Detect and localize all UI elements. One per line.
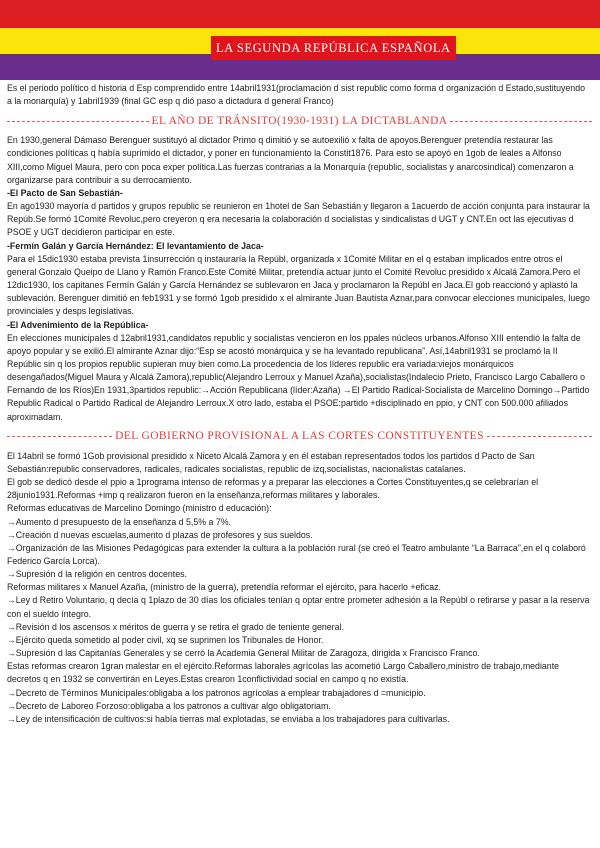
subheading: -El Pacto de San Sebastián- xyxy=(7,187,123,198)
list-item: →Supresión d las Capitanías Generales y se cerró la Academia General Militar de Zaragoza, dirigida x Francisco Franco. xyxy=(7,648,480,659)
paragraph: Estas reformas crearon 1gran malestar en el ejército.Reformas laborales agrícolas las acometió Largo Caballero,ministro de trabajo,mediante decretos q en 1932 se convertirán en Leyes.Estas crearon 1conflictividad social en campo q no existía. xyxy=(7,661,560,685)
list-item: →Revisión d los ascensos x méritos de guerra y se retira el grado de teniente general. xyxy=(7,621,344,632)
list-item: →Aumento d presupuesto de la enseñanza d 5,5% a 7%. xyxy=(7,516,231,527)
paragraph: En elecciones municipales d 12abril1931,candidatos republic y socialistas vencieron en los ppales núcleos urbanos.Alfonso XIII entendió la falta de apoyo popular y se exilió.El almirante Aznar dijo:“Esp se acostó monárquica y se ha levantado republicana”. Así,14abril1931 se proclamó la II Repúblic sin q los propios republic supieran muy bien como.La procedencia de los líderes republic era variada:viejos monárquicos desengañados(Miguel Maura y Alcalá Zamora),republic(Alejandro Lerroux y Manuel Azaña),socialistas(Indalecio Prieto, Francisco Largo Caballero o Fernando de los Ríos)En 1931,3partidos republic:→Acción Republicana (líder:Azaña) →El Partido Radical-Socialista de Marcelino Domingo→Partido Republic Radical o Partido Radical de Alejandro Lerroux.X otro lado, estaba el PSOE:partido +disciplinado en ppio, y CNT con 500.000 afiliados aproximadam. xyxy=(7,332,590,422)
heading-dash-right xyxy=(450,121,592,122)
section-heading-label: EL AÑO DE TRÁNSITO(1930-1931) LA DICTABLANDA xyxy=(151,114,448,127)
section-heading-1 xyxy=(7,110,592,132)
list-item: →Decreto de Términos Municipales:obligaba a los patronos agrícolas a emplear trabajadores d =municipio. xyxy=(7,687,426,698)
heading-dash-right xyxy=(487,436,592,437)
paragraph: Para el 15dic1930 estaba prevista 1insurrección q instauraría la Repúbl, organizada x 1Comité Militar en el q estaban implicados entre otros el general Gonzalo Queipo de Llano y Ramón Franco.Este Comité Militar, pretendía actuar junto el Comité Revoluc presidido x Alcalá Zamora.Pero el 12dic1930, los capitanes Fermín Galán y García Hernández se sublevaron en Jaca y proclamaron la Repúbl en Jaca.El gob reaccionó y aplastó la sublevación. Berenguer dimitió en feb1931 y se formó 1gob presidido x el almirante Juan Bautista Aznar,para convocar elecciones municipales, luego provinciales y desps legislativas. xyxy=(7,253,590,317)
paragraph: Reformas educativas de Marcelino Domingo (ministro d educación): xyxy=(7,503,272,514)
section-heading-label: DEL GOBIERNO PROVISIONAL A LAS CORTES CONSTITUYENTES xyxy=(115,430,484,443)
page-title: LA SEGUNDA REPÚBLICA ESPAÑOLA xyxy=(211,36,456,60)
heading-dash-left xyxy=(7,121,149,122)
list-item: →Ejército queda sometido al poder civil, xq se suprimen los Tribunales de Honor. xyxy=(7,634,324,645)
flag-banner xyxy=(0,0,600,80)
paragraph: En 1930,general Dámaso Berenguer sustituyó al dictador Primo q dimitió y se autoexilió x falta de apoyos.Berenguer pretendía restaurar las condiciones políticas q había suprimido el dictador, y poner en funcionamiento la Constit1876. Para esto se apoyó en 1gob de leales a Alfonso XIII,como Miguel Maura, pero con poca exper política.Las fuerzas contrarias a la Monarquía (republic, socialistas y anarcosindical) comenzaron a organizarse para contribuir a su derrocamiento. xyxy=(7,135,574,185)
list-item: →Ley d Retiro Voluntario, q decía q 1plazo de 30 días los oficiales tenían q optar entre prometer adhesión a la Repúbl o retirarse y pasar a la reserva con el sueldo íntegro. xyxy=(7,595,590,619)
paragraph: En ago1930 mayoría d partidos y grupos republic se reunieron en 1hotel de San Sebastián y llegaron a 1acuerdo de acción conjunta para instaurar la Repúb.Se formó 1Comité Revoluc,pero creyeron q era necesaria la colaboración d socialistas y sindicalistas d UGT y CNT.En oct las ejecutivas d PSOE y UGT decidieron participar en este. xyxy=(7,201,590,238)
paragraph: El gob se dedicó desde el ppio a 1programa intenso de reformas y a preparar las elecciones a Cortes Constituyentes,q se celebrarían el 28junio1931.Reformas +imp q realizaron fueron en la enseñanza,reformas militares y laborales. xyxy=(7,477,539,501)
paragraph: Reformas militares x Manuel Azaña, (ministro de la guerra), pretendía reformar el ejército, para hacerlo +eficaz. xyxy=(7,582,441,593)
list-item: →Ley de intensificación de cultivos:si había tierras mal explotadas, se enviaba a los trabajadores para cultivarlas. xyxy=(7,713,450,724)
document-body xyxy=(0,80,600,726)
list-item: →Creación d nuevas escuelas,aumento d plazas de profesores y sus sueldos. xyxy=(7,529,313,540)
subheading: -Fermín Galán y García Hernández: El levantamiento de Jaca- xyxy=(7,240,264,251)
flag-stripe-red xyxy=(0,0,600,28)
list-item: →Organización de las Misiones Pedagógicas para extender la cultura a la población rural (se creó el Teatro ambulante “La Barraca”,en el q colaboró Federico García Lorca). xyxy=(7,542,586,566)
paragraph: El 14abril se formó 1Gob provisional presidido x Niceto Alcalá Zamora y en él estaban representados todos los partidos d Pacto de San Sebastián:republic conservadores, radicales, radicales socialistas, republic de izq,socialistas, nacionalistas catalanes. xyxy=(7,450,535,474)
list-item: →Supresión d la religión en centros docentes. xyxy=(7,569,187,580)
subheading: -El Advenimiento de la República- xyxy=(7,319,149,330)
heading-dash-left xyxy=(7,436,112,437)
section-heading-2 xyxy=(7,426,592,448)
list-item: →Decreto de Laboreo Forzoso:obligaba a los patronos a cultivar algo obligatoriam. xyxy=(7,700,331,711)
intro-paragraph: Es el periodo político d historia d Esp comprendido entre 14abril1931(proclamación d sist republic como forma d organización d Estado,sustituyendo a la monarquía) y 1abril1939 (final GC esp q dió paso a dictadura d general Franco) xyxy=(7,83,585,107)
